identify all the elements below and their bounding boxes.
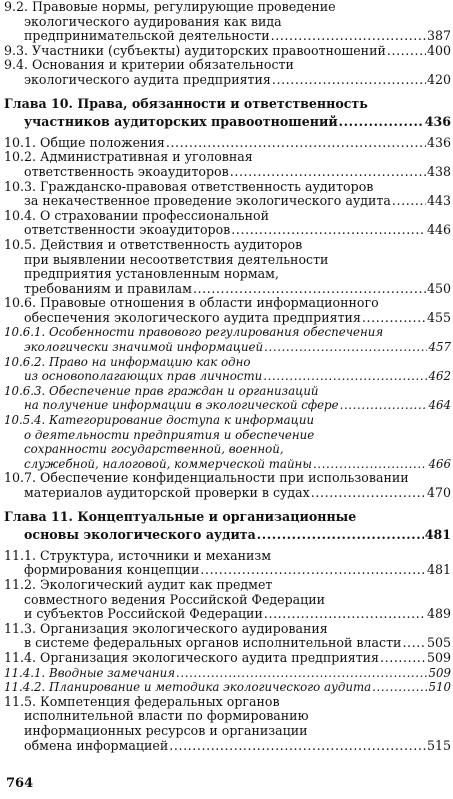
page-number: 450 [426, 280, 451, 296]
toc-entry-text: требованиям и правилам [24, 280, 192, 296]
page-number: 481 [424, 527, 451, 543]
dot-leader [340, 398, 428, 413]
toc-entry-text: 11.4. Организация экологического аудита предприятия [4, 649, 380, 665]
toc-entry-text: предпринимательской деятельности [24, 28, 270, 44]
dot-leader [166, 136, 426, 151]
dot-leader [380, 651, 426, 666]
toc-entry [4, 355, 451, 384]
toc-entry-text: экологически значимой информацией [24, 340, 264, 355]
toc-entry [4, 58, 451, 87]
dot-leader [231, 223, 426, 238]
dot-leader [372, 680, 427, 695]
toc-entry [4, 384, 451, 413]
page-number: 462 [428, 369, 451, 384]
toc-entry [4, 666, 451, 681]
toc-entry-text: 10.7. Обеспечение конфиденциальности при использовании [4, 470, 409, 486]
dot-leader [200, 563, 426, 578]
toc-entry-text: информационных ресурсов и организации [24, 722, 308, 738]
page-number: 466 [428, 456, 451, 471]
toc-entry [4, 238, 451, 296]
toc-entry [4, 549, 451, 578]
toc-entry [4, 471, 451, 500]
page-number: 510 [428, 680, 451, 695]
toc-section-chapter-10 [4, 136, 451, 501]
dot-leader [339, 115, 424, 130]
toc-entry-text: 10.5. Действия и ответственность аудиторов [4, 236, 303, 252]
dot-leader [362, 311, 426, 326]
dot-leader [272, 73, 426, 88]
toc-entry-text: служебной, налоговой, коммерческой тайны [24, 456, 312, 471]
toc-entry-text: 10.5.4. Категорирование доступа к информации [4, 413, 315, 428]
dot-leader [271, 29, 426, 44]
dot-leader [169, 739, 426, 754]
page-number: 436 [424, 114, 451, 130]
toc-entry [4, 622, 451, 651]
page-number: 515 [426, 737, 451, 753]
page-number: 509 [426, 649, 451, 665]
toc-entry-text: совместного ведения Российской Федерации [24, 591, 326, 607]
toc-entry-text: 9.2. Правовые нормы, регулирующие проведение [4, 0, 336, 14]
toc-entry-text: 10.6.1. Особенности правового регулирования обеспечения [4, 325, 384, 340]
page-number: 387 [426, 28, 451, 44]
dot-leader [392, 194, 426, 209]
dot-leader [264, 340, 427, 355]
dot-leader [311, 486, 426, 501]
toc-entry-text: материалов аудиторской проверки в судах [24, 485, 310, 500]
toc-entry [4, 413, 451, 471]
toc-entry-text: ответственность экоаудиторов [24, 163, 229, 179]
toc-entry-text: исполнительной власти по формированию [24, 708, 309, 724]
toc-entry-text: 10.4. О страховании профессиональной [4, 207, 269, 223]
toc-entry-text: ответственности экоаудиторов [24, 222, 231, 238]
chapter-heading-10 [4, 97, 451, 130]
toc-entry-text: 11.3. Организация экологического аудирования [4, 620, 328, 636]
toc-entry-text: 11.4.2. Планирование и методика экологического аудита [4, 680, 372, 695]
page-number: 446 [426, 222, 451, 238]
toc-entry-text: 10.6. Правовые отношения в области информационного [4, 295, 379, 311]
chapter-heading-11 [4, 510, 451, 543]
toc-entry-text: экологического аудирования как вида [24, 13, 282, 29]
toc-entry-text: 10.6.2. Право на информацию как одно [4, 354, 251, 369]
dot-leader [263, 369, 427, 384]
dot-leader [313, 457, 428, 472]
toc-entry [4, 209, 451, 238]
toc-entry-text: на получение информации в экологической сфере [24, 398, 339, 413]
toc-entry [4, 180, 451, 209]
dot-leader [176, 666, 427, 681]
page-folio: 764 [6, 776, 34, 791]
dot-leader [387, 44, 426, 59]
toc-entry [4, 695, 451, 753]
toc-entry-text: формирования концепции [24, 562, 200, 578]
toc-entry-text: за некачественное проведение экологического аудита [24, 193, 391, 209]
toc-entry-text: экологического аудита предприятия [24, 71, 271, 87]
toc-entry-text: в системе федеральных органов исполнительной власти [24, 635, 402, 651]
dot-leader [193, 282, 426, 297]
page-number: 443 [426, 193, 451, 209]
toc-entry [4, 651, 451, 666]
page-number: 457 [428, 340, 451, 355]
page-number: 489 [426, 606, 451, 622]
toc-entry [4, 578, 451, 622]
page-number: 509 [428, 665, 451, 680]
toc-entry-text: 11.5. Компетенция федеральных органов [4, 693, 280, 709]
toc-entry-text: обеспечения экологического аудита предприятия [24, 309, 361, 325]
toc-entry [4, 44, 451, 59]
toc-entry-text: 9.4. Основания и критерии обязательности [4, 57, 294, 73]
page-number: 438 [426, 163, 451, 179]
page-number: 464 [428, 398, 451, 413]
toc-entry-text: 10.3. Гражданско-правовая ответственность аудиторов [4, 178, 374, 194]
toc-entry-text: 10.2. Административная и уголовная [4, 149, 253, 165]
toc-entry [4, 296, 451, 325]
toc-section-chapter-11 [4, 549, 451, 753]
toc-entry-text: сохранности государственной, военной, [24, 442, 284, 457]
toc-entry-text: 11.2. Экологический аудит как предмет [4, 576, 273, 592]
toc-entry-text: 11.4.1. Вводные замечания [4, 665, 176, 680]
toc-entry-text: обмена информацией [24, 737, 169, 753]
page-number: 400 [426, 42, 451, 58]
toc-entry-text: 10.1. Общие положения [4, 134, 165, 150]
dot-leader [230, 165, 426, 180]
chapter-title-line: Глава 11. Концептуальные и организационные [4, 508, 357, 524]
chapter-title-line: основы экологического аудита [24, 527, 256, 543]
toc-entry-text: 10.6.3. Обеспечение прав граждан и организаций [4, 383, 319, 398]
page-number: 505 [426, 635, 451, 651]
page-number: 470 [426, 485, 451, 500]
toc-entry-text: предприятия установленным нормам, [24, 266, 279, 282]
toc-entry-text: из основополагающих прав личности [24, 369, 263, 384]
chapter-title-line: Глава 10. Права, обязанности и ответственность [4, 95, 368, 111]
page-number: 481 [426, 562, 451, 578]
toc-entry-text: 11.1. Структура, источники и механизм [4, 547, 272, 563]
dot-leader [402, 636, 426, 651]
page-number: 436 [426, 134, 451, 150]
toc-entry [4, 150, 451, 179]
table-of-contents [4, 0, 451, 753]
chapter-title-line: участников аудиторских правоотношений [24, 114, 338, 130]
toc-entry [4, 136, 451, 151]
toc-entry-text: о деятельности предприятия и обеспечение [24, 427, 315, 442]
page-number: 420 [426, 71, 451, 87]
toc-entry-text: 9.3. Участники (субъекты) аудиторских правоотношений [4, 42, 386, 58]
toc-entry [4, 680, 451, 695]
toc-entry [4, 0, 451, 44]
dot-leader [264, 607, 426, 622]
toc-entry-text: и субъектов Российской Федерации [24, 606, 263, 622]
dot-leader [257, 528, 424, 543]
toc-section-chapter-9 [4, 0, 451, 88]
toc-entry-text: при выявлении несоответствия деятельности [24, 251, 329, 267]
toc-entry [4, 325, 451, 354]
page-number: 455 [426, 309, 451, 325]
